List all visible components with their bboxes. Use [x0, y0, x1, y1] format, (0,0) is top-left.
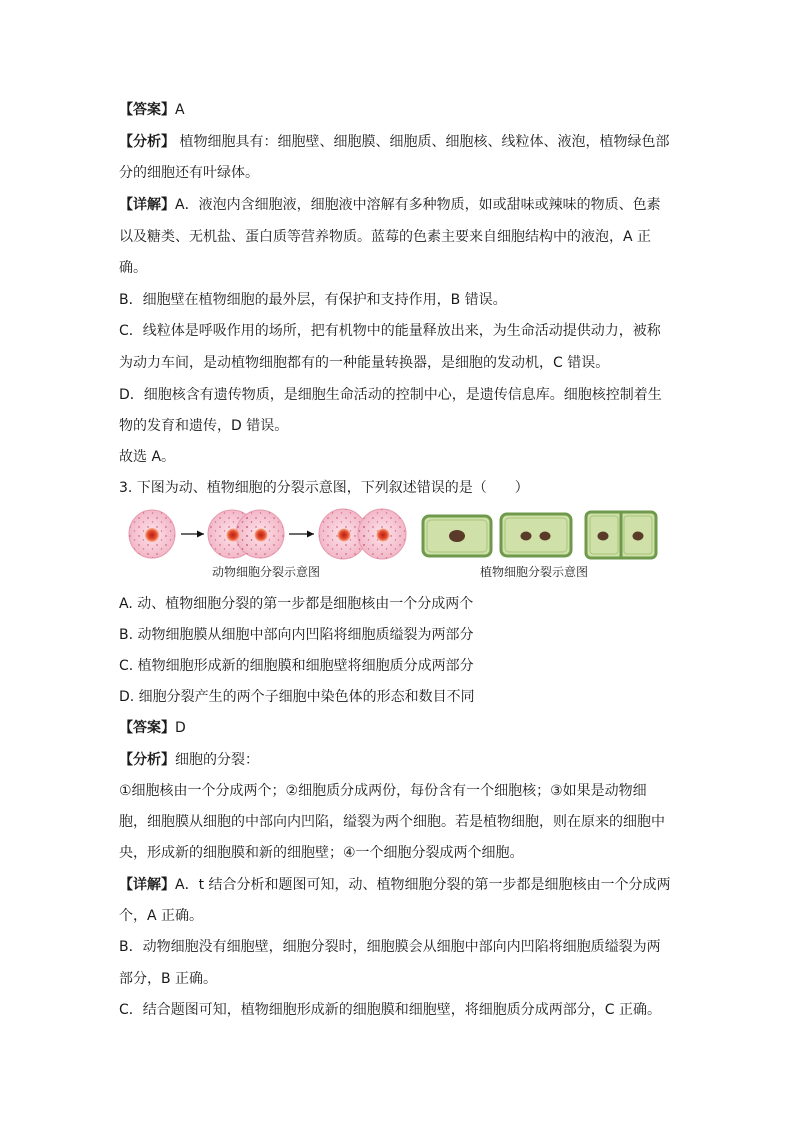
- detail-line: [119, 321, 679, 341]
- detail-label: 【详解】: [119, 197, 175, 213]
- conclusion-text: 故选 A。: [119, 449, 176, 465]
- detail-line: [119, 875, 679, 895]
- analysis-label: 【分析】: [119, 752, 175, 768]
- cell-division-diagram: [128, 506, 668, 564]
- answer-value: A: [175, 102, 185, 118]
- analysis-text: ①细胞核由一个分成两个；②细胞质分成两份，每份含有一个细胞核；③如果是动物细: [119, 783, 647, 799]
- analysis-line: [119, 843, 679, 863]
- option-text: C. 植物细胞形成新的细胞膜和细胞壁将细胞质分成两部分: [119, 658, 474, 674]
- detail-text: A．t 结合分析和题图可知，动、植物细胞分裂的第一步都是细胞核由一个分成两: [175, 877, 671, 893]
- plant-figure-caption: 植物细胞分裂示意图: [480, 565, 589, 579]
- analysis-text: 分的细胞还有叶绿体。: [119, 165, 259, 181]
- analysis-line: [119, 781, 679, 801]
- detail-text: B．细胞壁在植物细胞的最外层，有保护和支持作用，B 错误。: [119, 292, 507, 308]
- analysis-line: [119, 750, 679, 770]
- detail-text: C．线粒体是呼吸作用的场所，把有机物中的能量释放出来，为生命活动提供动力，被称: [119, 323, 661, 339]
- detail-line: [119, 906, 679, 926]
- animal-cell-stage-2: [208, 510, 284, 558]
- analysis-label: 【分析】: [119, 134, 175, 150]
- plant-cell-stage-2: [501, 514, 571, 556]
- analysis-text: 央，形成新的细胞膜和新的细胞壁；④一个细胞分裂成两个细胞。: [119, 845, 524, 861]
- option-text: D. 细胞分裂产生的两个子细胞中染色体的形态和数目不同: [119, 689, 475, 705]
- detail-line: [119, 227, 679, 247]
- detail-label: 【详解】: [119, 877, 175, 893]
- animal-cell-stage-1: [129, 510, 175, 558]
- detail-text: 个，A 正确。: [119, 908, 204, 924]
- answer-label: 【答案】: [119, 102, 175, 118]
- option-c: [119, 656, 679, 676]
- option-a: [119, 594, 679, 614]
- detail-text: B．动物细胞没有细胞壁，细胞分裂时，细胞膜会从细胞中部向内凹陷将细胞质缢裂为两: [119, 939, 661, 955]
- analysis-line: [119, 812, 679, 832]
- analysis-line: [119, 132, 679, 152]
- detail-text: C．结合题图可知，植物细胞形成新的细胞膜和细胞壁，将细胞质分成两部分，C 正确。: [119, 1002, 661, 1018]
- animal-figure-caption: 动物细胞分裂示意图: [212, 565, 321, 579]
- detail-line: [119, 937, 679, 957]
- question-stem: [119, 478, 679, 498]
- analysis-text: 植物细胞具有：细胞壁、细胞膜、细胞质、细胞核、线粒体、液泡，植物绿色部: [175, 134, 670, 150]
- plant-cell-stage-3: [586, 512, 656, 558]
- detail-text: 物的发育和遗传，D 错误。: [119, 418, 289, 434]
- detail-line: [119, 195, 679, 215]
- animal-cell-stage-3: [319, 509, 406, 559]
- cell-division-figure: [128, 506, 668, 584]
- detail-line: [119, 969, 679, 989]
- detail-text: 为动力车间，是动植物细胞都有的一种能量转换器，是细胞的发动机，C 错误。: [119, 355, 610, 371]
- detail-text: D．细胞核含有遗传物质，是细胞生命活动的控制中心，是遗传信息库。细胞核控制着生: [119, 387, 662, 403]
- answer-line-q3: [119, 718, 679, 738]
- detail-line: [119, 290, 679, 310]
- answer-value: D: [175, 720, 186, 736]
- detail-line: [119, 353, 679, 373]
- detail-line: [119, 1000, 679, 1020]
- answer-line-q2: [119, 100, 679, 120]
- detail-line: [119, 385, 679, 405]
- conclusion-line: [119, 447, 679, 467]
- detail-text: 确。: [119, 260, 147, 276]
- option-text: A. 动、植物细胞分裂的第一步都是细胞核由一个分成两个: [119, 596, 474, 612]
- detail-text: A．液泡内含细胞液，细胞液中溶解有多种物质，如或甜味或辣味的物质、色素: [175, 197, 661, 213]
- detail-text: 部分，B 正确。: [119, 971, 218, 987]
- analysis-line: [119, 163, 679, 183]
- option-text: B. 动物细胞膜从细胞中部向内凹陷将细胞质缢裂为两部分: [119, 627, 474, 643]
- analysis-text: 细胞的分裂：: [175, 752, 259, 768]
- answer-label: 【答案】: [119, 720, 175, 736]
- detail-line: [119, 258, 679, 278]
- detail-text: 以及糖类、无机盐、蛋白质等营养物质。蓝莓的色素主要来自细胞结构中的液泡，A 正: [119, 229, 652, 245]
- option-b: [119, 625, 679, 645]
- option-d: [119, 687, 679, 707]
- analysis-text: 胞，细胞膜从细胞的中部向内凹陷，缢裂为两个细胞。若是植物细胞，则在原来的细胞中: [119, 814, 665, 830]
- question-text: 3. 下图为动、植物细胞的分裂示意图，下列叙述错误的是（ ）: [119, 480, 529, 496]
- detail-line: [119, 416, 679, 436]
- plant-cell-stage-1: [423, 516, 491, 556]
